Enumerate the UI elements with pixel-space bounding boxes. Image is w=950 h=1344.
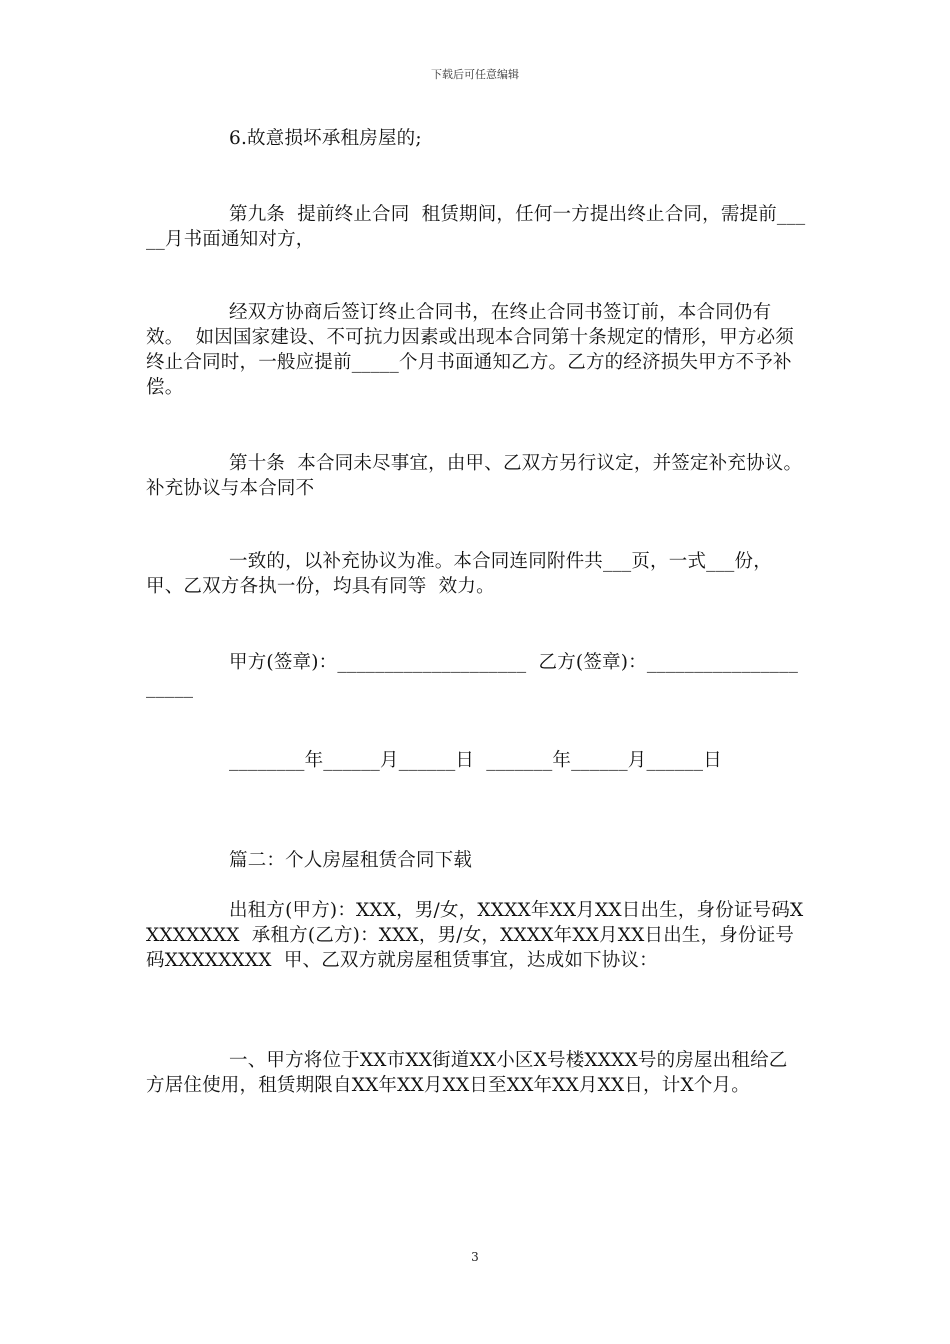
article-10-continued: 一致的，以补充协议为准。本合同连同附件共___页，一式___份，甲、乙双方各执一份，均具有同等 效力。 <box>146 551 772 597</box>
date-line: ________年______月______日 _______年______月______日 <box>229 750 722 771</box>
page-header: 下载后可任意编辑 <box>431 68 519 81</box>
clause-item-6: 6.故意损坏承租房屋的; <box>229 128 422 149</box>
section-title: 篇二：个人房屋租赁合同下载 <box>229 850 473 871</box>
signature-line: 甲方(签章)：____________________ 乙方(签章)：_____________________ <box>146 652 799 698</box>
clause-one: 一、甲方将位于XX市XX街道XX小区X号楼XXXX号的房屋出租给乙方居住使用，租赁期限自XX年XX月XX日至XX年XX月XX日，计X个月。 <box>146 1050 788 1096</box>
parties-paragraph: 出租方(甲方)：XXX，男/女，XXXX年XX月XX日出生，身份证号码XXXXXXXX 承租方(乙方)：XXX，男/女，XXXX年XX月XX日出生，身份证号码XXXXXXXX 甲、乙双方就房屋租赁事宜，达成如下协议： <box>146 900 804 971</box>
page-number: 3 <box>471 1250 479 1264</box>
article-9: 第九条 提前终止合同 租赁期间，任何一方提出终止合同，需提前_____月书面通知对方， <box>146 204 806 250</box>
article-10: 第十条 本合同未尽事宜，由甲、乙双方另行议定，并签定补充协议。补充协议与本合同不 <box>146 453 803 499</box>
article-9-continued: 经双方协商后签订终止合同书，在终止合同书签订前，本合同仍有效。 如因国家建设、不可抗力因素或出现本合同第十条规定的情形，甲方必须终止合同时，一般应提前_____个月书面通知乙方。乙方的经济损失甲方不予补偿。 <box>146 302 794 398</box>
